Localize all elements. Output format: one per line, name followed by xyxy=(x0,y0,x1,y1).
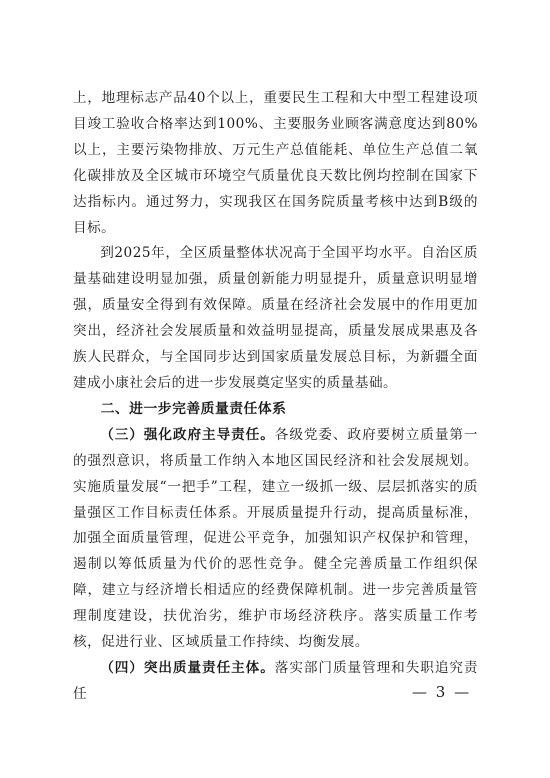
section-heading: 二、进一步完善质量责任体系 xyxy=(100,400,287,417)
paragraph-3-lead: （三）强化政府主导责任。 xyxy=(100,426,275,443)
paragraph-4-body: 落实部门质量管理和失职追究责任 xyxy=(73,659,479,702)
paragraph-4-lead: （四）突出质量责任主体。 xyxy=(100,659,275,676)
paragraph-2025-goal: 到2025年，全区质量整体状况高于全国平均水平。自治区质量基础建设明显加强，质量创新能力明显提升，质量意识明显增强，质量安全得到有效保障。质量在经济社会发展中的作用更加突出，经济社会发展质量和效益明显提高，质量发展成果惠及各族人民群众，与全国同步达到国家质量发展总目标，为新疆全面建成小康社会后的进一步发展奠定坚实的质量基础。 xyxy=(73,245,478,391)
paragraph-3-body: 各级党委、政府要树立质量第一的强烈意识，将质量工作纳入本地区国民经济和社会发展规划。实施质量发展“一把手”工程，建立一级抓一级、层层抓落实的质量强区工作目标责任体系。开展质量提升行动，提高质量标准，加强全面质量管理，促进公平竞争，加强知识产权保护和管理，遏制以筹低质量为代价的恶性竞争。健全完善质量工作组织保障，建立与经济增长相适应的经费保障机制。进一步完善质量管理制度建设，扶优治劣，维护市场经济秩序。落实质量工作考核，促进行业、区域质量工作持续、均衡发展。 xyxy=(73,426,479,651)
paragraph-government-responsibility xyxy=(73,423,478,656)
document-body xyxy=(73,86,478,708)
paragraph-targets-continuation: 上，地理标志产品40个以上，重要民生工程和大中型工程建设项目竣工验收合格率达到100%、主要服务业顾客满意度达到80%以上，主要污染物排放、万元生产总值能耗、单位生产总值二氧化碳排放及全区城市环境空气质量优良天数比例均控制在国家下达指标内。通过努力，实现我区在国务院质量考核中达到B级的目标。 xyxy=(73,90,478,236)
page-number: — 3 — xyxy=(412,683,472,701)
